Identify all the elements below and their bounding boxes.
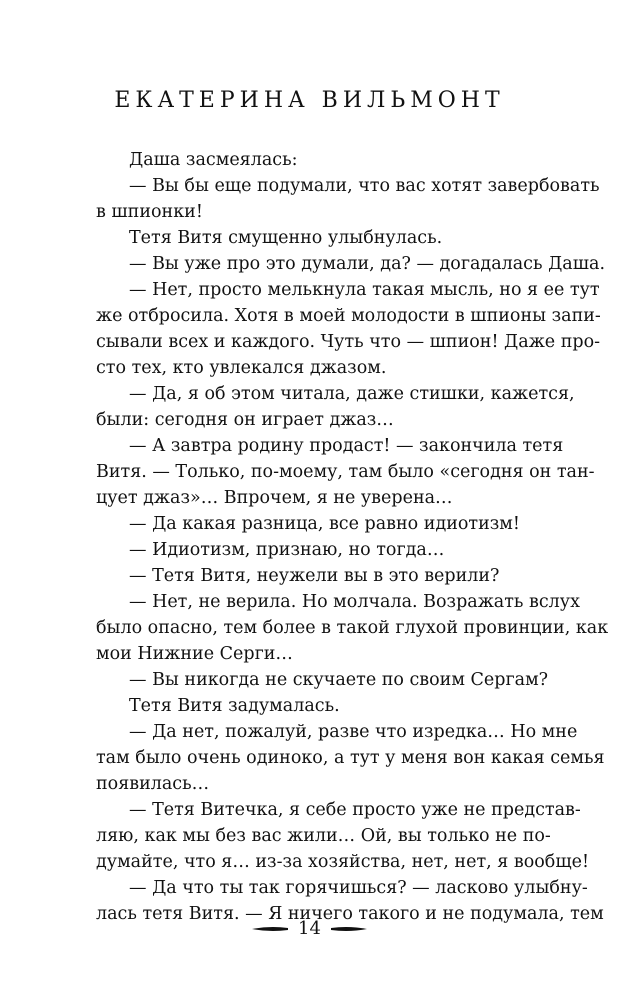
text-line: сывали всех и каждого. Чуть что — шпион! Даже про- xyxy=(96,332,601,352)
text-line: лась тетя Витя. — Я ничего такого и не подумала, тем xyxy=(96,904,604,924)
text-line: — Тетя Витечка, я себе просто уже не представ- xyxy=(129,800,581,820)
text-line: — Нет, не верила. Но молчала. Возражать вслух xyxy=(129,592,580,612)
text-line: — Да, я об этом читала, даже стишки, кажется, xyxy=(129,384,575,404)
text-line: ляю, как мы без вас жили… Ой, вы только не по- xyxy=(96,826,551,846)
page-footer xyxy=(0,918,619,939)
text-line: в шпионки! xyxy=(96,202,203,222)
text-line: — Нет, просто мелькнула такая мысль, но я ее тут xyxy=(129,280,600,300)
left-ornament-icon xyxy=(252,925,288,933)
text-line: цует джаз»… Впрочем, я не уверена… xyxy=(96,488,453,508)
text-line: — Вы уже про это думали, да? — догадалась Даша. xyxy=(129,254,606,274)
running-header-author: ЕКАТЕРИНА ВИЛЬМОНТ xyxy=(114,88,505,113)
text-line: Тетя Витя смущенно улыбнулась. xyxy=(129,228,443,248)
text-line: — Вы бы еще подумали, что вас хотят завербовать xyxy=(129,176,600,196)
text-line: мои Нижние Серги… xyxy=(96,644,293,664)
text-line: же отбросила. Хотя в моей молодости в шпионы запи- xyxy=(96,306,601,326)
right-ornament-icon xyxy=(331,925,367,933)
text-line: — А завтра родину продаст! — закончила тетя xyxy=(129,436,564,456)
text-line: думайте, что я… из-за хозяйства, нет, нет, я вообще! xyxy=(96,852,589,872)
text-line: — Вы никогда не скучаете по своим Сергам? xyxy=(129,670,549,690)
page-text-body xyxy=(96,147,609,927)
text-line: Витя. — Только, по-моему, там было «сегодня он тан- xyxy=(96,462,595,482)
text-line: были: сегодня он играет джаз… xyxy=(96,410,394,430)
text-line: там было очень одиноко, а тут у меня вон какая семья xyxy=(96,748,605,768)
text-line: Тетя Витя задумалась. xyxy=(129,696,340,716)
text-line: появилась… xyxy=(96,774,210,794)
page-number: 14 xyxy=(298,918,321,939)
text-line: — Да что ты так горячишься? — ласково улыбну- xyxy=(129,878,588,898)
text-line: — Да нет, пожалуй, разве что изредка… Но мне xyxy=(129,722,578,742)
text-line: Даша засмеялась: xyxy=(129,150,298,170)
text-line: — Да какая разница, все равно идиотизм! xyxy=(129,514,520,534)
text-line: сто тех, кто увлекался джазом. xyxy=(96,358,387,378)
text-line: было опасно, тем более в такой глухой провинции, как xyxy=(96,618,609,638)
text-line: — Идиотизм, признаю, но тогда… xyxy=(129,540,445,560)
text-line: — Тетя Витя, неужели вы в это верили? xyxy=(129,566,500,586)
